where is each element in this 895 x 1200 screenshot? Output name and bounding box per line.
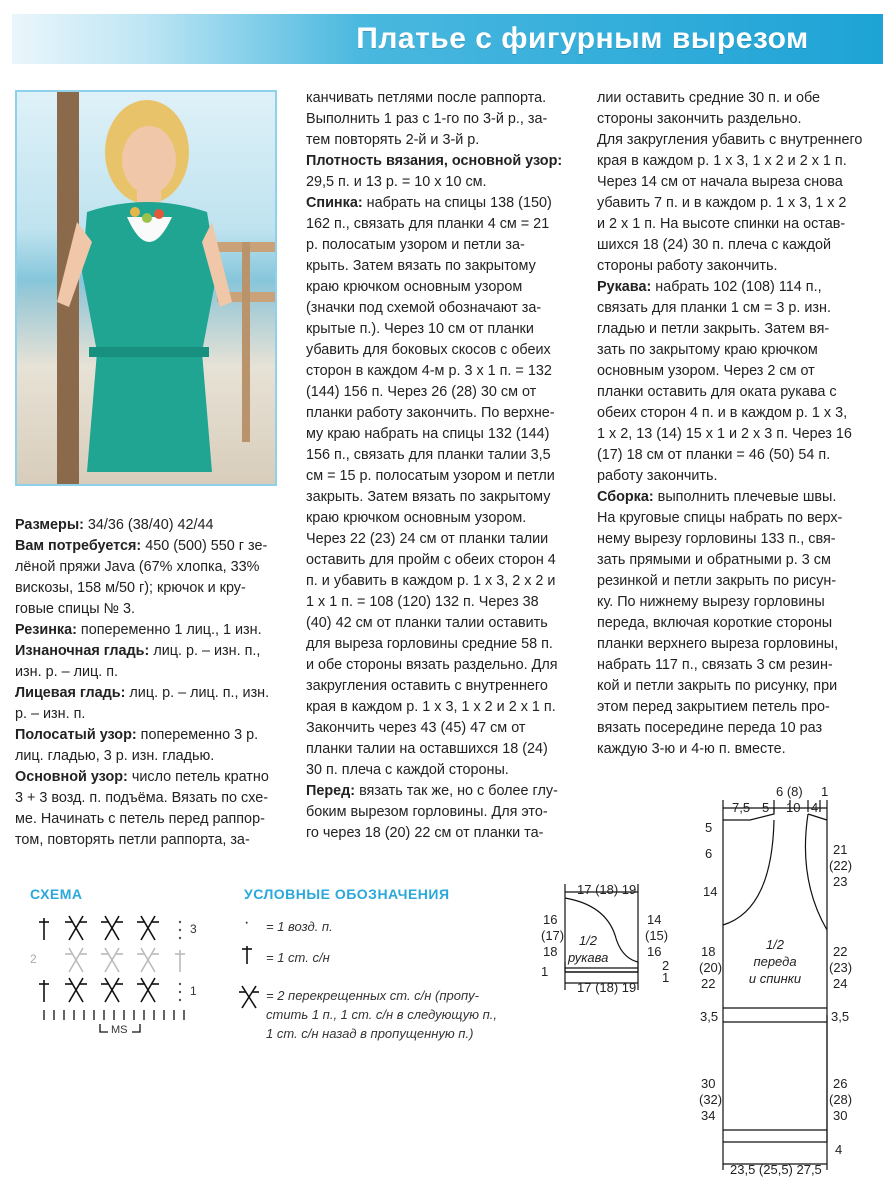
body-left-dim5: 5 — [705, 820, 713, 835]
text: На круговые спицы набрать по верх- — [597, 510, 843, 526]
crossed-double-crochet-icon — [238, 984, 260, 1010]
text: краю крючком основным узором — [306, 279, 523, 295]
sleeve-right-dim5: 1 — [662, 970, 670, 985]
sleeve-label — [568, 932, 608, 966]
text: Через 14 см от начала выреза снова — [597, 174, 843, 190]
model-photo — [15, 90, 277, 486]
text: число петель кратно — [127, 769, 269, 785]
sleeve-right-dim2: (15) — [645, 928, 669, 943]
label-main-pattern: Основной узор: — [15, 769, 128, 785]
text: для выреза горловины средние 58 п. — [306, 636, 553, 652]
legend-crossed-line1: = 2 перекрещенных ст. с/н (пропу- — [266, 988, 479, 1003]
text: Через 22 (23) 24 см от планки талии — [306, 531, 549, 547]
body-right-dim26a: 26 — [833, 1076, 848, 1091]
text: убавить для боковых скосов с обеих — [306, 342, 551, 358]
text: изн. р. – лиц. п. — [15, 664, 119, 680]
text: попеременно 1 лиц., 1 изн. — [76, 622, 262, 638]
body-top-dim1: 6 (8) — [776, 784, 803, 799]
text: гладью и петли закрыть. Затем вя- — [597, 321, 830, 337]
text-column-1 — [15, 515, 285, 851]
body-bottom-width: 23,5 (25,5) 27,5 — [730, 1162, 822, 1177]
body-right-dim26c: 30 — [833, 1108, 848, 1123]
text: Для закругления убавить с внутреннего — [597, 132, 863, 148]
row-number-2: 2 — [30, 952, 37, 966]
text: зать по закрытому краю крючком — [597, 342, 818, 358]
sleeve-bottom-width: 17 (18) 19 — [577, 980, 637, 995]
text-column-3 — [597, 88, 863, 760]
body-label-line2: переда — [753, 954, 797, 969]
body-left-dim18c: 22 — [701, 976, 716, 991]
sleeve-label-fraction: 1/2 — [578, 933, 598, 948]
body-right-dim35: 3,5 — [831, 1009, 850, 1024]
text: убавить 7 п. и в каждом р. 1 х 3, 1 х 2 — [597, 195, 847, 211]
text: канчивать петлями после раппорта. — [306, 90, 547, 106]
label-rib: Резинка: — [15, 622, 77, 638]
sleeve-top-width: 17 (18) 19 — [577, 882, 637, 897]
text: нему вырезу горловины 133 п., свя- — [597, 531, 836, 547]
text: планки оставить для оката рукава с — [597, 384, 837, 400]
text: крытые п.). Через 10 см от планки — [306, 321, 534, 337]
body-right-dim22a: 22 — [833, 944, 848, 959]
chain-stitch-icon: · — [244, 914, 250, 931]
text: 1 х 2, 13 (14) 15 х 1 и 2 х 3 п. Через 16 — [597, 426, 852, 442]
text: связать для планки 1 см = 3 р. изн. — [597, 300, 831, 316]
body-left-dim6: 6 — [705, 846, 713, 861]
text: и 2 х 1 п. На высоте спинки на остав- — [597, 216, 846, 232]
text: р. – изн. п. — [15, 706, 86, 722]
text: вязать посередине переда 10 раз — [597, 720, 823, 736]
text: переда, включая короткие стороны — [597, 615, 833, 631]
text: оставить для пройм с обеих сторон 4 — [306, 552, 556, 568]
sleeve-left-dim3: 18 — [543, 944, 558, 959]
label-assembly: Сборка: — [597, 489, 654, 505]
text: ме. Начинать с петель перед раппор- — [15, 811, 265, 827]
text: стороны закончить раздельно. — [597, 111, 802, 127]
label-sleeves: Рукава: — [597, 279, 652, 295]
text: см = 15 р. полосатым узором и петли — [306, 468, 555, 484]
text: каждую 3-ю и 4-ю п. вместе. — [597, 741, 786, 757]
repeat-label: MS — [111, 1024, 128, 1036]
text: основным узором. Через 2 см от — [597, 363, 815, 379]
text: набрать 117 п., связать 3 см резин- — [597, 657, 833, 673]
label-front: Перед: — [306, 783, 356, 799]
text: 30 п. плеча с каждой стороны. — [306, 762, 509, 778]
text: лиц. гладью, 3 р. изн. гладью. — [15, 748, 215, 764]
text: планки работу закончить. По верхне- — [306, 405, 555, 421]
label-sizes: Размеры: — [15, 517, 84, 533]
text: попеременно 3 р. — [136, 727, 259, 743]
text: лиц. р. – лиц. п., изн. — [125, 685, 270, 701]
body-top-dim4: 10 — [786, 800, 801, 815]
text: резинкой и петли закрыть по рисун- — [597, 573, 837, 589]
row-number-3: 3 — [190, 922, 197, 936]
text: 29,5 п. и 13 р. = 10 х 10 см. — [306, 174, 487, 190]
text: набрать 102 (108) 114 п., — [651, 279, 822, 295]
text: лёной пряжи Java (67% хлопка, 33% — [15, 559, 260, 575]
sleeve-right-dim3: 16 — [647, 944, 662, 959]
text: (144) 156 п. Через 26 (28) 30 см от — [306, 384, 537, 400]
body-label-fraction: 1/2 — [765, 937, 785, 952]
text: этом перед закрытием петель про- — [597, 699, 830, 715]
body-top-dim5: 4 — [811, 800, 819, 815]
text: и обе стороны вязать раздельно. Для — [306, 657, 558, 673]
body-right-dim21a: 21 — [833, 842, 848, 857]
text: 450 (500) 550 г зе- — [141, 538, 268, 554]
text: стороны работу закончить. — [597, 258, 778, 274]
legend-crossed-line3: 1 ст. с/н назад в пропущенную п.) — [266, 1026, 474, 1041]
text: (значки под схемой обозначают за- — [306, 300, 542, 316]
label-reverse-stockinette: Изнаночная гладь: — [15, 643, 150, 659]
sleeve-left-dim2: (17) — [541, 928, 565, 943]
body-top-dim1b: 1 — [821, 784, 829, 799]
label-materials: Вам потребуется: — [15, 538, 142, 554]
body-right-dim22b: (23) — [829, 960, 853, 975]
body-left-dim18b: (20) — [699, 960, 723, 975]
text: го через 18 (20) 22 см от планки та- — [306, 825, 544, 841]
legend-double-crochet: = 1 ст. с/н — [266, 950, 330, 965]
body-left-dim18a: 18 — [701, 944, 716, 959]
legend-crossed-line2: стить 1 п., 1 ст. с/н в следующую п., — [266, 1007, 498, 1022]
text: закругления оставить с внутреннего — [306, 678, 548, 694]
text: му краю набрать на спицы 132 (144) — [306, 426, 550, 442]
page-title: Платье с фигурным вырезом — [356, 22, 809, 55]
text: крыть. Затем вязать по закрытому — [306, 258, 536, 274]
text: обеих сторон 4 п. и в каждом р. 1 х 3, — [597, 405, 848, 421]
body-left-dim30c: 34 — [701, 1108, 716, 1123]
sleeve-right-dim1: 14 — [647, 912, 662, 927]
text: 156 п., связать для планки талии 3,5 — [306, 447, 551, 463]
text: планки талии на оставшихся 18 (24) — [306, 741, 548, 757]
body-label — [740, 936, 810, 987]
text: набрать на спицы 138 (150) — [362, 195, 552, 211]
text: 3 + 3 возд. п. подъёма. Вязать по схе- — [15, 790, 269, 806]
body-left-dim14: 14 — [703, 884, 718, 899]
text: закрыть. Затем вязать по закрытому — [306, 489, 551, 505]
legend-heading: УСЛОВНЫЕ ОБОЗНАЧЕНИЯ — [244, 886, 450, 902]
text: края в каждом р. 1 х 3, 1 х 2 и 2 х 1 п. — [597, 153, 847, 169]
body-right-dim22c: 24 — [833, 976, 848, 991]
text: краю крючком основным узором. — [306, 510, 527, 526]
label-gauge: Плотность вязания, основной узор: — [306, 153, 563, 169]
body-right-dim26b: (28) — [829, 1092, 853, 1107]
body-right-dim21b: (22) — [829, 858, 853, 873]
text: 34/36 (38/40) 42/44 — [83, 517, 214, 533]
text: Выполнить 1 раз с 1-го по 3-й р., за- — [306, 111, 548, 127]
sleeve-left-dim1: 16 — [543, 912, 558, 927]
sleeve-right-dim4: 2 — [662, 958, 670, 973]
text: вязать так же, но с более глу- — [355, 783, 558, 799]
text: п. и убавить в каждом р. 1 х 3, 2 х 2 и — [306, 573, 556, 589]
text: боким вырезом горловины. Для это- — [306, 804, 548, 820]
sleeve-left-dim4: 1 — [541, 964, 549, 979]
text: тем повторять 2-й и 3-й р. — [306, 132, 480, 148]
text: говые спицы № 3. — [15, 601, 135, 617]
text: сторон в каждом 4-м р. 3 х 1 п. = 132 — [306, 363, 552, 379]
label-stockinette: Лицевая гладь: — [15, 685, 126, 701]
photo-illustration — [17, 92, 277, 486]
body-left-dim30a: 30 — [701, 1076, 716, 1091]
double-crochet-icon — [240, 944, 254, 966]
text: выполнить плечевые швы. — [653, 489, 837, 505]
text: вискозы, 158 м/50 г); крючок и кру- — [15, 580, 246, 596]
text: ку. По нижнему вырезу горловины — [597, 594, 825, 610]
text: шихся 18 (24) 30 п. плеча с каждой — [597, 237, 832, 253]
text: планки верхнего выреза горловины, — [597, 636, 839, 652]
body-label-line3: и спинки — [748, 971, 802, 986]
text: работу закончить. — [597, 468, 718, 484]
text: 1 х 1 п. = 108 (120) 132 п. Через 38 — [306, 594, 539, 610]
title-bar — [12, 14, 883, 64]
label-back: Спинка: — [306, 195, 363, 211]
text: (17) 18 см от планки = 46 (50) 54 п. — [597, 447, 831, 463]
crochet-chart — [30, 908, 200, 1038]
text: Закончить через 43 (45) 47 см от — [306, 720, 526, 736]
text: кой и петли закрыть по рисунку, при — [597, 678, 838, 694]
text: том, повторять петли раппорта, за- — [15, 832, 250, 848]
body-left-dim35: 3,5 — [700, 1009, 719, 1024]
body-right-dim4: 4 — [835, 1142, 843, 1157]
text: 162 п., связать для планки 4 см = 21 — [306, 216, 550, 232]
text: лиц. р. – изн. п., — [149, 643, 261, 659]
sleeve-label-text: рукава — [568, 950, 609, 965]
body-right-dim21c: 23 — [833, 874, 848, 889]
body-top-dim3: 5 — [762, 800, 770, 815]
text: зать прямыми и обратными р. 3 см — [597, 552, 831, 568]
text: р. полосатым узором и петли за- — [306, 237, 525, 253]
text-column-2 — [306, 88, 574, 844]
row-number-1: 1 — [190, 984, 197, 998]
body-top-dim2: 7,5 — [732, 800, 751, 815]
legend-chain: = 1 возд. п. — [266, 919, 333, 934]
text: края в каждом р. 1 х 3, 1 х 2 и 2 х 1 п. — [306, 699, 556, 715]
text: лии оставить средние 30 п. и обе — [597, 90, 821, 106]
body-left-dim30b: (32) — [699, 1092, 723, 1107]
label-stripe-pattern: Полосатый узор: — [15, 727, 137, 743]
schema-heading: СХЕМА — [30, 886, 83, 902]
text: (40) 42 см от планки талии оставить — [306, 615, 548, 631]
